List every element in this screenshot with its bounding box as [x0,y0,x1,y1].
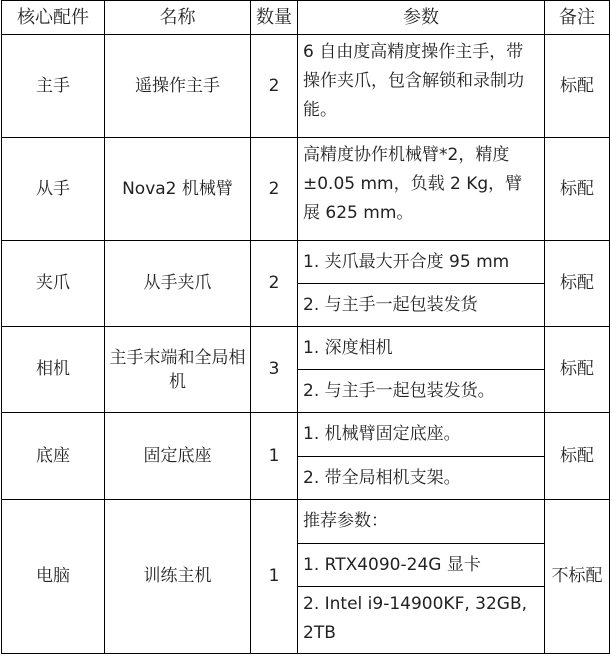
cell-note: 标配 [545,241,610,327]
header-qty: 数量 [251,1,298,35]
cell-params: 2. 带全局相机支架。 [298,457,545,500]
cell-params: 高精度协作机械臂*2，精度±0.05 mm，负载 2 Kg，臂展 625 mm。 [298,138,545,241]
header-row [2,1,610,35]
header-part: 核心配件 [2,1,105,35]
cell-params: 6 自由度高精度操作主手，带操作夹爪，包含解锁和录制功能。 [298,35,545,138]
cell-note: 标配 [545,138,610,241]
cell-note: 标配 [545,35,610,138]
header-name: 名称 [105,1,251,35]
cell-part: 底座 [2,413,105,500]
cell-part: 电脑 [2,500,105,654]
cell-params: 1. 机械臂固定底座。 [298,413,545,457]
cell-params: 推荐参数： [298,500,545,544]
cell-params: 1. 深度相机 [298,327,545,370]
table-row [2,413,610,457]
cell-qty: 2 [251,241,298,327]
accessories-table [1,0,610,654]
cell-part: 主手 [2,35,105,138]
cell-name: 固定底座 [105,413,251,500]
table-row [2,241,610,284]
cell-name: 训练主机 [105,500,251,654]
table-row [2,500,610,544]
cell-qty: 2 [251,138,298,241]
table-row [2,35,610,138]
cell-qty: 2 [251,35,298,138]
cell-note: 标配 [545,327,610,413]
cell-params: 2. 与主手一起包装发货。 [298,370,545,413]
cell-name: 从手夹爪 [105,241,251,327]
cell-name: 主手末端和全局相机 [105,327,251,413]
table-row [2,327,610,370]
cell-name: 遥操作主手 [105,35,251,138]
header-note: 备注 [545,1,610,35]
cell-qty: 1 [251,413,298,500]
cell-params: 2. Intel i9-14900KF, 32GB, 2TB [298,587,545,654]
cell-part: 相机 [2,327,105,413]
cell-part: 夹爪 [2,241,105,327]
table-row [2,138,610,241]
cell-qty: 3 [251,327,298,413]
cell-params: 2. 与主手一起包装发货 [298,284,545,327]
cell-params: 1. 夹爪最大开合度 95 mm [298,241,545,284]
cell-params: 1. RTX4090-24G 显卡 [298,544,545,587]
cell-name: Nova2 机械臂 [105,138,251,241]
cell-note: 不标配 [545,500,610,654]
cell-note: 标配 [545,413,610,500]
cell-part: 从手 [2,138,105,241]
header-params: 参数 [298,1,545,35]
cell-qty: 1 [251,500,298,654]
